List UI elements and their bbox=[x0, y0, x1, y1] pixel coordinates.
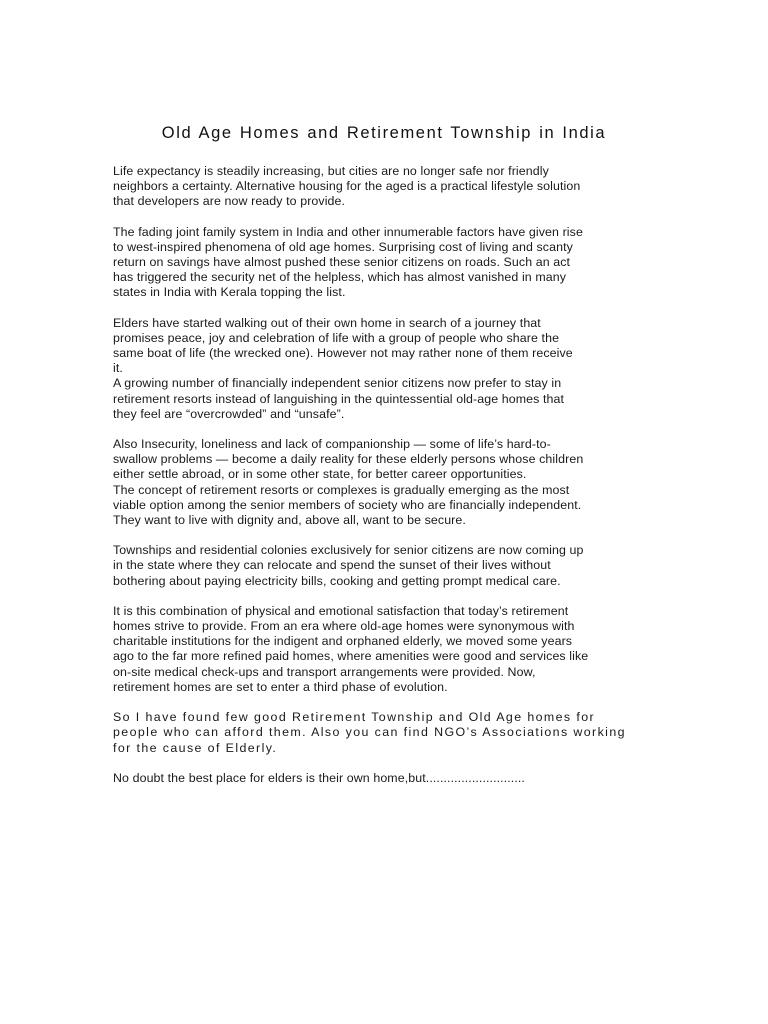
text-line: that developers are now ready to provide. bbox=[113, 194, 346, 209]
text-line: states in India with Kerala topping the list. bbox=[113, 285, 346, 300]
text-line: It is this combination of physical and emotional satisfaction that today’s retirement bbox=[113, 603, 569, 618]
text-line: to west-inspired phenomena of old age homes. Surprising cost of living and scanty bbox=[113, 239, 573, 254]
paragraph-8 bbox=[113, 604, 658, 695]
paragraph-10 bbox=[113, 771, 658, 786]
text-line: bothering about paying electricity bills, cooking and getting prompt medical care. bbox=[113, 573, 561, 588]
text-line: swallow problems — become a daily reality for these elderly persons whose children bbox=[113, 452, 584, 467]
text-line: has triggered the security net of the helpless, which has almost vanished in many bbox=[113, 270, 567, 285]
text-line: A growing number of financially independent senior citizens now prefer to stay in bbox=[113, 376, 562, 391]
paragraph-5 bbox=[113, 437, 658, 483]
paragraph-9 bbox=[113, 710, 658, 756]
paragraph-2 bbox=[113, 225, 658, 301]
paragraph-3 bbox=[113, 316, 658, 377]
text-line: homes strive to provide. From an era where old-age homes were synonymous with bbox=[113, 619, 575, 634]
text-line: viable option among the senior members of society who are financially independent. bbox=[113, 497, 582, 512]
text-line: Townships and residential colonies exclusively for senior citizens are now coming up bbox=[113, 543, 584, 558]
text-line: Life expectancy is steadily increasing, but cities are no longer safe nor friendly bbox=[113, 164, 549, 178]
text-line: ago to the far more refined paid homes, where amenities were good and services like bbox=[113, 649, 589, 664]
text-line: either settle abroad, or in some other state, for better career opportunities. bbox=[113, 467, 527, 482]
text-line: charitable institutions for the indigent and orphaned elderly, we moved some years bbox=[113, 634, 573, 649]
text-line: they feel are “overcrowded” and “unsafe”. bbox=[113, 406, 345, 421]
text-line: Also Insecurity, loneliness and lack of companionship — some of life’s hard-to- bbox=[113, 437, 551, 452]
text-line: retirement resorts instead of languishing in the quintessential old-age homes that bbox=[113, 391, 565, 406]
text-line: neighbors a certainty. Alternative housing for the aged is a practical lifestyle solution bbox=[113, 179, 581, 194]
text-line: on-site medical check-ups and transport arrangements were provided. Now, bbox=[113, 664, 536, 679]
text-line: promises peace, joy and celebration of life with a group of people who share the bbox=[113, 330, 560, 345]
paragraph-6 bbox=[113, 483, 658, 529]
text-line: retirement homes are set to enter a third phase of evolution. bbox=[113, 679, 448, 694]
text-line: The concept of retirement resorts or complexes is gradually emerging as the most bbox=[113, 482, 570, 497]
text-line: in the state where they can relocate and spend the sunset of their lives without bbox=[113, 558, 551, 573]
text-line: Elders have started walking out of their own home in search of a journey that bbox=[113, 315, 541, 330]
document-title: Old Age Homes and Retirement Township in India bbox=[161, 124, 607, 142]
text-line: return on savings have almost pushed these senior citizens on roads. Such an act bbox=[113, 255, 571, 270]
text-line: They want to live with dignity and, above all, want to be secure. bbox=[113, 513, 466, 528]
text-line: for the cause of Elderly. bbox=[113, 740, 278, 755]
text-line: So I have found few good Retirement Township and Old Age homes for bbox=[113, 710, 596, 725]
text-line: same boat of life (the wrecked one). However not may rather none of them receive bbox=[113, 346, 573, 361]
text-line: it. bbox=[113, 361, 123, 376]
paragraph-4 bbox=[113, 376, 658, 422]
document-body bbox=[113, 164, 658, 801]
text-line: The fading joint family system in India and other innumerable factors have given rise bbox=[113, 224, 583, 239]
text-line: people who can afford them. Also you can find NGO’s Associations working bbox=[113, 725, 626, 740]
text-line: No doubt the best place for elders is their own home,but............................ bbox=[113, 770, 525, 785]
paragraph-7 bbox=[113, 543, 658, 589]
paragraph-1 bbox=[113, 164, 658, 210]
